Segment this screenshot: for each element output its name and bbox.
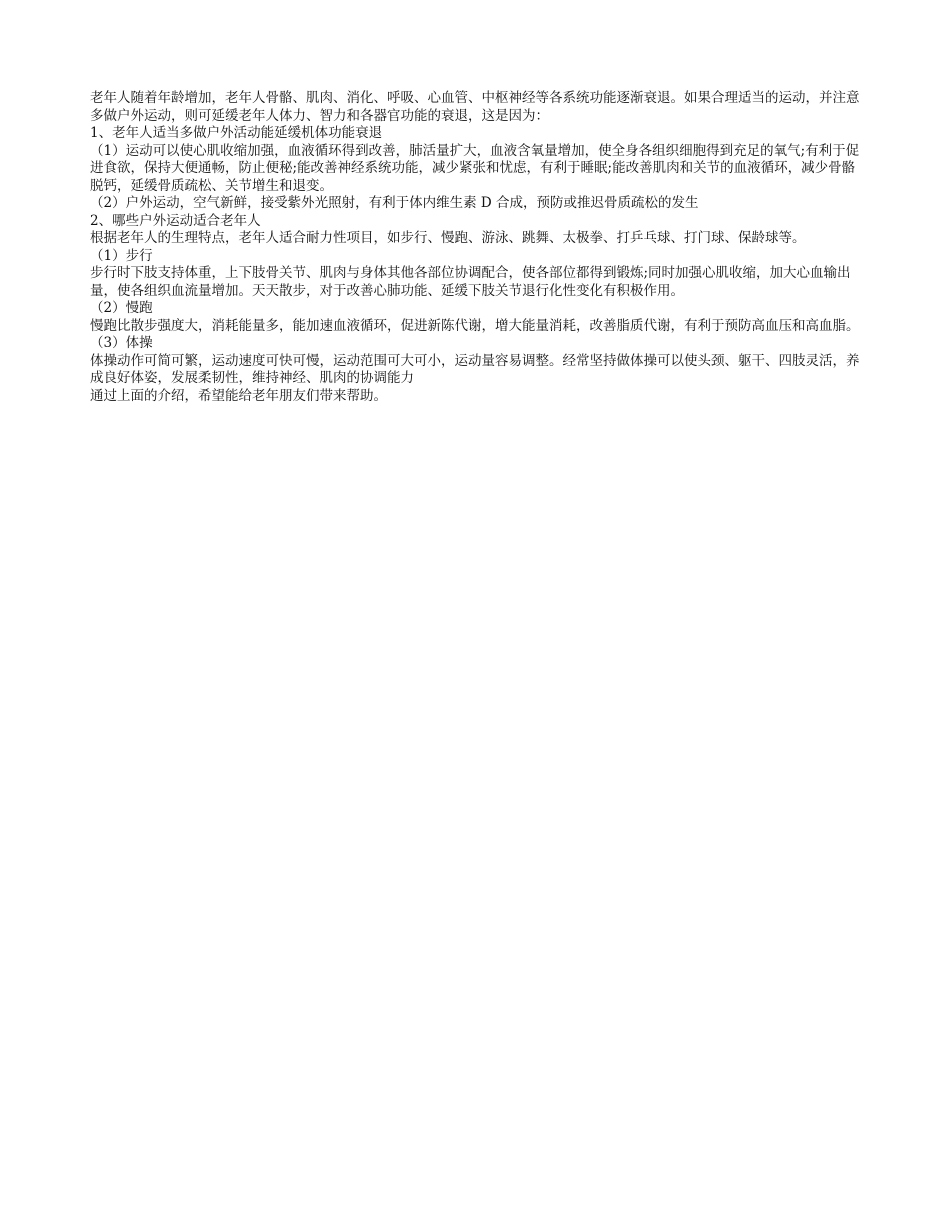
document-body [90, 90, 862, 405]
intro-paragraph: 老年人随着年龄增加，老年人骨骼、肌肉、消化、呼吸、心血管、中枢神经等各系统功能逐渐衰退。如果合理适当的运动，并注意多做户外运动，则可延缓老年人体力、智力和各器官功能的衰退，这是因为： [90, 90, 860, 124]
subheading-walking: （1）步行 [90, 247, 153, 264]
paragraph-1-2: （2）户外运动，空气新鲜，接受紫外光照射，有利于体内维生素 D 合成，预防或推迟骨质疏松的发生 [90, 195, 699, 211]
paragraph-walking: 步行时下肢支持体重，上下肢骨关节、肌肉与身体其他各部位协调配合，使各部位都得到锻炼;同时加强心肌收缩，加大心血输出量，使各组织血流量增加。天天散步，对于改善心肺功能、延缓下肢关节退行化性变化有积极作用。 [90, 265, 851, 299]
subheading-jogging: （2）慢跑 [90, 300, 153, 316]
paragraph-gymnastics: 体操动作可简可繁，运动速度可快可慢，运动范围可大可小，运动量容易调整。经常坚持做体操可以使头颈、躯干、四肢灵活，养成良好体姿，发展柔韧性，维持神经、肌肉的协调能力 [90, 352, 860, 386]
paragraph-jogging: 慢跑比散步强度大，消耗能量多，能加速血液循环，促进新陈代谢，增大能量消耗，改善脂质代谢，有利于预防高血压和高血脂。 [90, 317, 860, 334]
section-heading-1: 1、老年人适当多做户外活动能延缓机体功能衰退 [90, 125, 383, 141]
section-heading-2: 2、哪些户外运动适合老年人 [90, 212, 261, 229]
paragraph-2-intro: 根据老年人的生理特点，老年人适合耐力性项目，如步行、慢跑、游泳、跳舞、太极拳、打乒乓球、打门球、保龄球等。 [90, 230, 806, 246]
closing-paragraph: 通过上面的介绍，希望能给老年朋友们带来帮助。 [90, 387, 387, 404]
subheading-gymnastics: （3）体操 [90, 335, 153, 351]
paragraph-1-1: （1）运动可以使心肌收缩加强，血液循环得到改善，肺活量扩大，血液含氧量增加，使全身各组织细胞得到充足的氧气;有利于促进食欲，保持大便通畅，防止便秘;能改善神经系统功能，减少紧张和忧虑，有利于睡眠;能改善肌肉和关节的血液循环，减少骨骼脱钙，延缓骨质疏松、关节增生和退变。 [90, 142, 860, 194]
